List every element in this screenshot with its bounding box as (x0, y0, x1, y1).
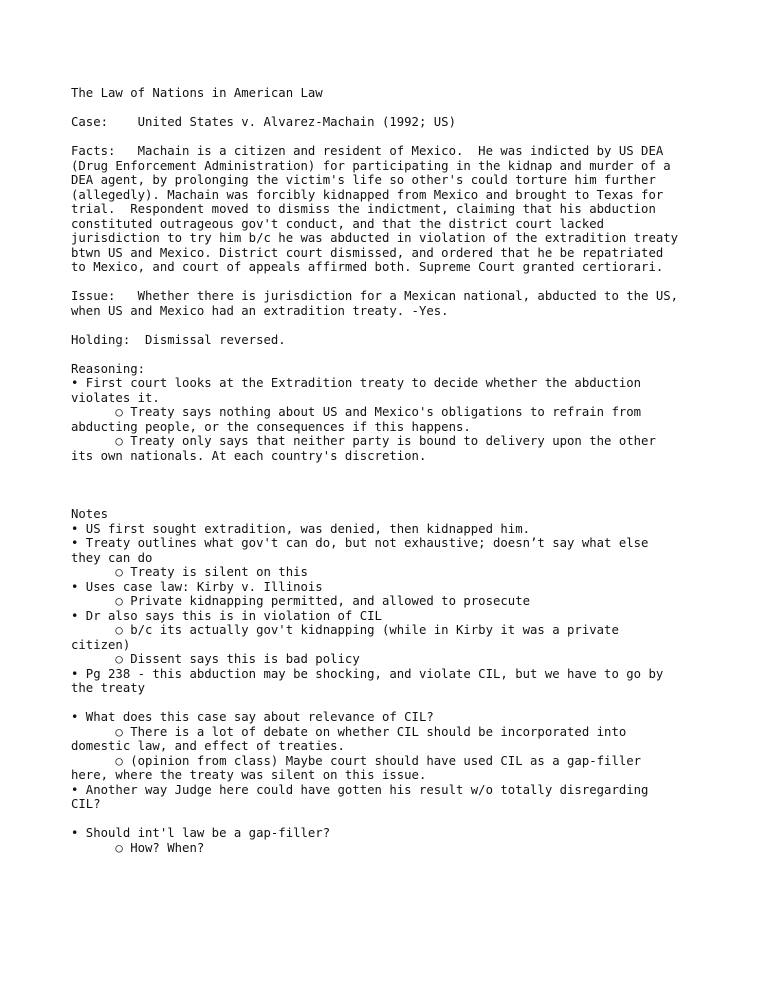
reasoning-line: • First court looks at the Extradition treaty to decide whether the abduction (71, 376, 642, 390)
case-line: Case: United States v. Alvarez-Machain (1992; US) (71, 115, 456, 129)
notes-line: • Should int'l law be a gap-filler? (71, 826, 331, 840)
notes-line: the treaty (71, 681, 146, 695)
notes-line: they can do (71, 550, 153, 565)
notes-cil-section (71, 710, 721, 812)
facts-line: (Drug Enforcement Administration) for participating in the kidnap and murder of a (71, 158, 671, 173)
notes-line: • US first sought extradition, was denied, then kidnapped him. (71, 521, 531, 536)
facts-line: DEA agent, by prolonging the victim's life so other's could torture him further (71, 173, 656, 187)
notes-line: citizen) (71, 637, 131, 652)
holding-line: Holding: Dismissal reversed. (71, 332, 286, 347)
notes-line: • Treaty outlines what gov't can do, but not exhaustive; doesn’t say what else (71, 536, 649, 550)
notes-line: ○ How? When? (71, 840, 205, 855)
notes-line: • Dr also says this is in violation of CIL (71, 608, 382, 623)
facts-line: (allegedly). Machain was forcibly kidnapped from Mexico and brought to Texas for (71, 187, 664, 202)
notes-line: ○ (opinion from class) Maybe court should have used CIL as a gap-filler (71, 753, 642, 768)
reasoning-line: ○ Treaty says nothing about US and Mexico's obligations to refrain from (71, 405, 642, 419)
reasoning-line: abducting people, or the consequences if this happens. (71, 419, 471, 434)
notes-heading: Notes (71, 507, 109, 521)
reasoning-line: violates it. (71, 390, 160, 405)
notes-line: ○ b/c its actually gov't kidnapping (while in Kirby it was a private (71, 623, 619, 637)
issue-line: when US and Mexico had an extradition treaty. -Yes. (71, 303, 449, 318)
facts-line: Facts: Machain is a citizen and resident of Mexico. He was indicted by US DEA (71, 144, 664, 158)
facts-line: to Mexico, and court of appeals affirmed both. Supreme Court granted certiorari. (71, 260, 664, 274)
notes-line: ○ Treaty is silent on this (71, 565, 308, 579)
issue-line: Issue: Whether there is jurisdiction for a Mexican national, abducted to the US, (71, 289, 679, 303)
facts-line: constituted outrageous gov't conduct, and that the district court lacked (71, 216, 605, 231)
notes-line: ○ Private kidnapping permitted, and allowed to prosecute (71, 594, 531, 608)
notes-line: here, where the treaty was silent on this issue. (71, 768, 427, 782)
facts-line: trial. Respondent moved to dismiss the indictment, claiming that his abduction (71, 202, 656, 216)
notes-line: • Uses case law: Kirby v. Illinois (71, 579, 323, 594)
facts-line: jurisdiction to try him b/c he was abducted in violation of the extradition treaty (71, 231, 679, 245)
reasoning-line: ○ Treaty only says that neither party is bound to delivery upon the other (71, 434, 656, 448)
holding-section (71, 333, 721, 348)
notes-line: • Another way Judge here could have gotten his result w/o totally disregarding (71, 782, 649, 797)
reasoning-heading: Reasoning: (71, 361, 146, 376)
facts-section (71, 144, 721, 275)
notes-line: ○ Dissent says this is bad policy (71, 652, 360, 666)
reasoning-line: its own nationals. At each country's discretion. (71, 448, 427, 463)
notes-gap-filler-section (71, 826, 721, 855)
notes-line: • What does this case say about relevance of CIL? (71, 710, 434, 724)
document-title: The Law of Nations in American Law (71, 86, 323, 100)
notes-line: • Pg 238 - this abduction may be shocking, and violate CIL, but we have to go by (71, 666, 664, 681)
facts-line: btwn US and Mexico. District court dismissed, and ordered that he be repatriated (71, 245, 664, 260)
notes-line: CIL? (71, 797, 101, 811)
notes-line: ○ There is a lot of debate on whether CIL should be incorporated into (71, 724, 627, 739)
notes-line: domestic law, and effect of treaties. (71, 739, 345, 753)
reasoning-section (71, 362, 721, 464)
notes-section (71, 507, 721, 696)
document-page (71, 86, 721, 855)
issue-section (71, 289, 721, 318)
